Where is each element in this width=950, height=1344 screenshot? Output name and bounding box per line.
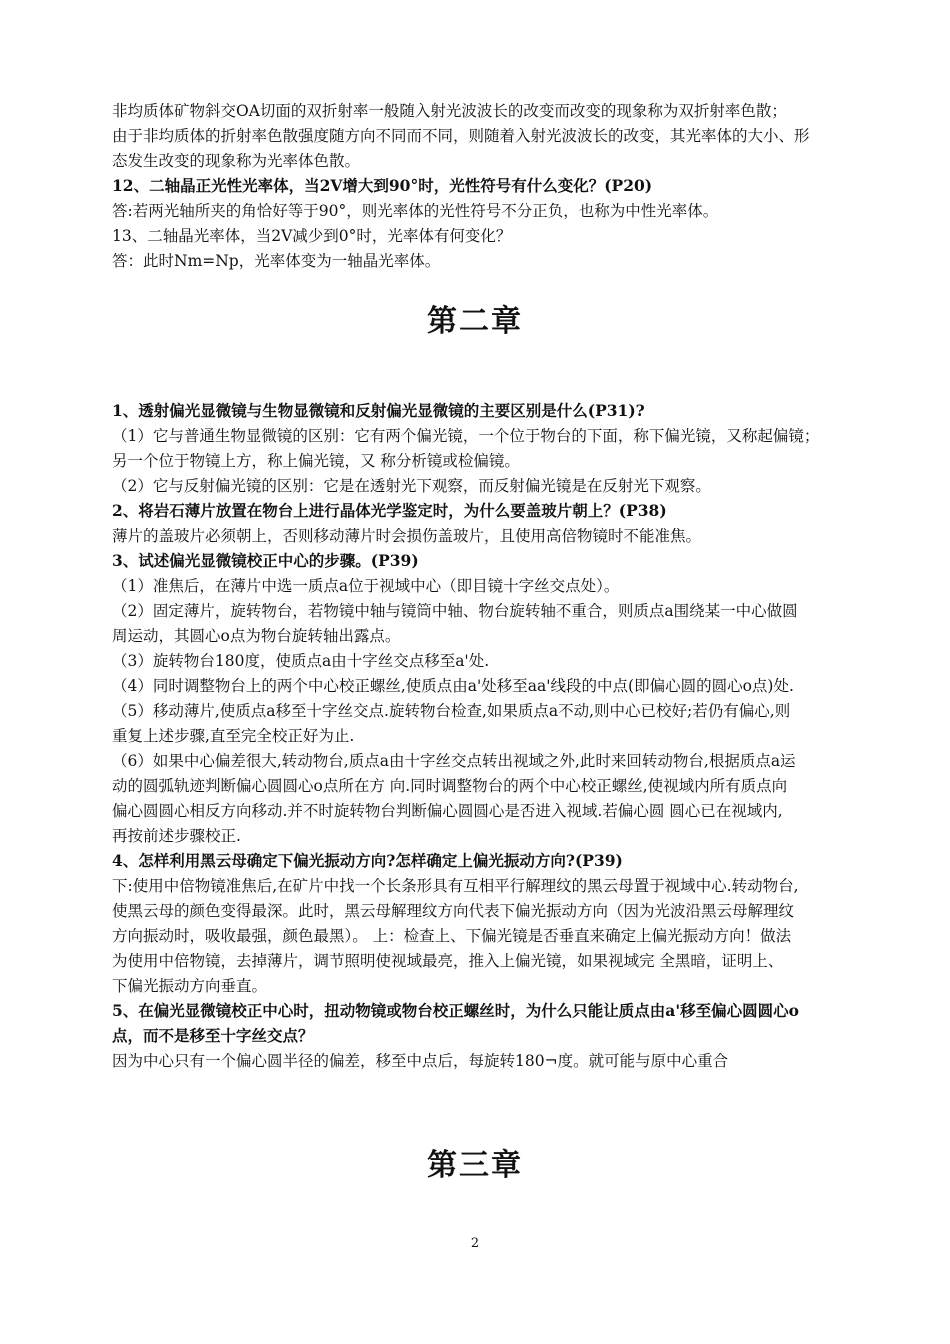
ch2-answer-4-line: 使黑云母的颜色变得最深。此时，黑云母解理纹方向代表下偏光振动方向（因为光波沿黑云母解理纹 [112,902,795,920]
question-13: 13、二轴晶光率体，当2V减少到0°时，光率体有何变化？ [112,227,512,245]
question-12: 12、二轴晶正光性光率体，当2V增大到90°时，光性符号有什么变化？(P20) [112,176,653,195]
ch2-answer-1-line: （2）它与反射偏光镜的区别：它是在透射光下观察，而反射偏光镜是在反射光下观察。 [112,477,711,495]
ch2-answer-3-line: 偏心圆圆心相反方向移动.并不时旋转物台判断偏心圆圆心是否进入视域.若偏心圆 圆心已在视域内, [112,802,783,820]
ch2-question-2: 2、将岩石薄片放置在物台上进行晶体光学鉴定时，为什么要盖玻片朝上？(P38) [112,501,667,520]
ch2-answer-3-line: （2）固定薄片，旋转物台，若物镜中轴与镜筒中轴、物台旋转轴不重合，则质点a围绕某一中心做圆 [112,602,798,620]
chapter-3-title: 第三章 [427,1148,523,1183]
ch2-answer-4-line: 下偏光振动方向垂直。 [112,977,268,995]
ch2-answer-4-line: 为使用中倍物镜，去掉薄片，调节照明使视域最亮，推入上偏光镜，如果视域完 全黑暗，证明上、 [112,952,784,970]
ch2-answer-4-line: 方向振动时，吸收最强，颜色最黑）。 上：检查上、下偏光镜是否垂直来确定上偏光振动方向！做法 [112,927,792,945]
paragraph-line: 由于非均质体的折射率色散强度随方向不同而不同，则随着入射光波波长的改变，其光率体的大小、形 [112,127,810,145]
ch2-question-5-line: 5、在偏光显微镜校正中心时，扭动物镜或物台校正螺丝时，为什么只能让质点由a'移至偏心圆圆心o [112,1001,799,1020]
ch2-question-4: 4、怎样利用黑云母确定下偏光振动方向?怎样确定上偏光振动方向?(P39) [112,851,623,870]
ch2-answer-1-line: 另一个位于物镜上方，称上偏光镜，又 称分析镜或检偏镜。 [112,452,520,470]
ch2-question-1: 1、透射偏光显微镜与生物显微镜和反射偏光显微镜的主要区别是什么(P31)? [112,401,645,420]
ch2-question-5-line: 点，而不是移至十字丝交点？ [112,1026,314,1045]
ch2-answer-1-line: （1）它与普通生物显微镜的区别：它有两个偏光镜，一个位于物台的下面，称下偏光镜，又称起偏镜； [112,427,820,445]
answer-13: 答：此时Nm=Np，光率体变为一轴晶光率体。 [112,252,441,270]
ch2-answer-3-line: 动的圆弧轨迹判断偏心圆圆心o点所在方 向.同时调整物台的两个中心校正螺丝,使视域内所有质点向 [112,777,788,795]
ch2-answer-5: 因为中心只有一个偏心圆半径的偏差，移至中点后，每旋转180¬度。就可能与原中心重合 [112,1052,729,1070]
ch2-answer-3-line: 重复上述步骤,直至完全校正好为止. [112,727,355,745]
ch2-answer-3-line: （3）旋转物台180度，使质点a由十字丝交点移至a'处. [112,652,490,670]
ch2-question-3: 3、试述偏光显微镜校正中心的步骤。(P39) [112,551,419,570]
paragraph-line: 态发生改变的现象称为光率体色散。 [112,152,361,170]
ch2-answer-3-line: （4）同时调整物台上的两个中心校正螺丝,使质点由a'处移至aa'线段的中点(即偏心圆的圆心o点)处. [112,677,794,695]
ch2-answer-2: 薄片的盖玻片必须朝上，否则移动薄片时会损伤盖玻片，且使用高倍物镜时不能准焦。 [112,527,702,545]
ch2-answer-3-line: （5）移动薄片,使质点a移至十字丝交点.旋转物台检查,如果质点a不动,则中心已校好;若仍有偏心,则 [112,702,791,720]
page-number: 2 [470,1236,480,1251]
chapter-2-title: 第二章 [427,304,523,339]
ch2-answer-4-line: 下:使用中倍物镜准焦后,在矿片中找一个长条形具有互相平行解理纹的黑云母置于视域中心.转动物台, [112,877,799,895]
ch2-answer-3-line: 再按前述步骤校正. [112,827,241,845]
ch2-answer-3-line: 周运动，其圆心o点为物台旋转轴出露点。 [112,627,401,645]
ch2-answer-3-line: （1）准焦后，在薄片中选一质点a位于视域中心（即目镜十字丝交点处）。 [112,577,620,595]
paragraph-line: 非均质体矿物斜交OA切面的双折射率一般随入射光波波长的改变而改变的现象称为双折射率色散； [112,102,787,120]
answer-12: 答:若两光轴所夹的角恰好等于90°，则光率体的光性符号不分正负，也称为中性光率体。 [112,202,719,220]
ch2-answer-3-line: （6）如果中心偏差很大,转动物台,质点a由十字丝交点转出视域之外,此时来回转动物台,根据质点a运 [112,752,796,770]
